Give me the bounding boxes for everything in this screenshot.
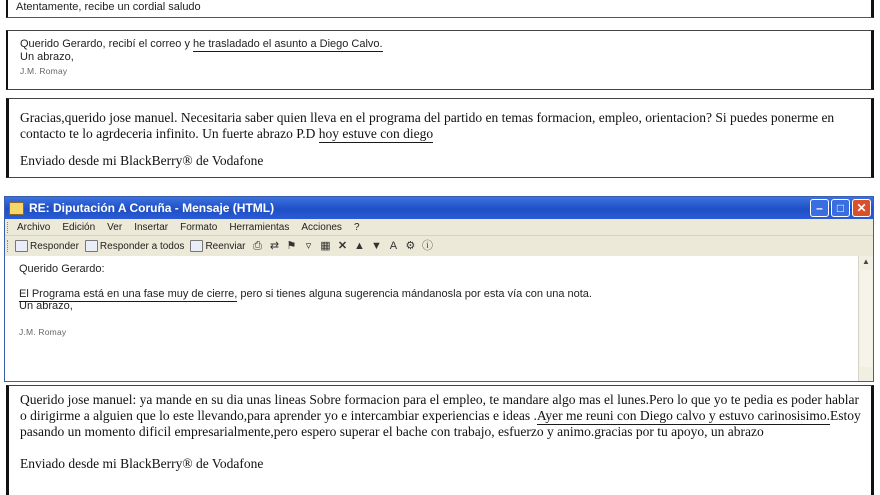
reply-greeting: Querido Gerardo, recibí el correo y — [20, 38, 194, 50]
reply-all-icon — [85, 240, 98, 252]
move-icon[interactable]: ⇄ — [269, 240, 280, 252]
message-text-1: Querido jose manuel: ya mande en su dia unas lineas Sobre formacion para el empleo, te mandare algo mas el lunes.Pero lo que yo te pedia es poder hablar o dirigirme a alguien que lo este llevando,para aprender yo e intercambiar experiencias e ideas . — [20, 392, 859, 423]
message-footer: Enviado desde mi BlackBerry® de Vodafone — [20, 456, 264, 471]
reply-line-1 — [20, 38, 859, 50]
menu-insertar[interactable]: Insertar — [134, 221, 169, 233]
message-text-2: Estoy pasando un momento dificil empresarialmente,pero espero superar el bache con trabajo, esfuerzo y animo.gracias por tu apoyo, un abrazo — [20, 408, 861, 439]
help-icon[interactable]: ⓘ — [421, 240, 433, 252]
message-body — [5, 256, 873, 381]
forward-icon — [190, 240, 203, 252]
grip-icon — [7, 240, 11, 252]
window-titlebar[interactable] — [5, 197, 873, 219]
forward-button[interactable] — [190, 240, 245, 252]
body-line — [19, 288, 859, 300]
reply-label: Responder — [30, 240, 79, 252]
categorize-icon[interactable]: ▦ — [320, 240, 331, 252]
closing-text: Atentamente, recibe un cordial saludo — [16, 1, 201, 13]
window-title: RE: Diputación A Coruña - Mensaje (HTML) — [29, 201, 275, 215]
reply-underlined-text: he trasladado el asunto a Diego Calvo. — [193, 38, 383, 50]
menu-formato[interactable]: Formato — [180, 221, 218, 233]
menu-archivo[interactable]: Archivo — [17, 221, 51, 233]
vertical-scrollbar[interactable] — [858, 256, 873, 381]
body-rest-text: pero si tienes alguna sugerencia mándanosla por esta vía con una nota. — [237, 288, 592, 300]
email-reply-romay-1 — [6, 30, 874, 90]
next-icon[interactable]: ▼ — [371, 240, 382, 252]
menu-bar — [5, 219, 873, 236]
menu-help[interactable]: ? — [353, 221, 360, 233]
email-blackberry-gerardo-1 — [6, 98, 874, 178]
maximize-button[interactable]: □ — [831, 199, 850, 217]
flag-icon[interactable]: ⚑ — [286, 240, 297, 252]
print-icon[interactable]: ⎙ — [253, 240, 262, 252]
body-signature: J.M. Romay — [19, 327, 67, 337]
body-closing: Un abrazo, — [19, 300, 73, 312]
reply-line-2: Un abrazo, — [20, 51, 74, 63]
delete-icon[interactable]: ✕ — [337, 240, 348, 252]
menu-edicion[interactable]: Edición — [62, 221, 96, 233]
envelope-icon — [9, 202, 24, 215]
grip-icon — [7, 222, 11, 233]
toolbar — [5, 236, 873, 257]
options-icon[interactable]: ⚙ — [405, 240, 416, 252]
outlook-message-window — [4, 196, 874, 382]
scroll-thumb[interactable] — [860, 270, 872, 367]
body-underlined-text: El Programa está en una fase muy de cierre, — [19, 288, 238, 300]
message-underlined-text: Ayer me reuni con Diego calvo y estuvo carinosisimo. — [536, 408, 830, 423]
menu-ver[interactable]: Ver — [107, 221, 123, 233]
message-underlined-text: hoy estuve con diego — [318, 126, 434, 141]
reply-signature: J.M. Romay — [20, 66, 68, 76]
body-greeting: Querido Gerardo: — [19, 263, 105, 275]
previous-icon[interactable]: ▲ — [354, 240, 365, 252]
font-size-icon[interactable]: A — [389, 240, 398, 252]
menu-acciones[interactable]: Acciones — [301, 221, 342, 233]
reply-all-button[interactable] — [85, 240, 185, 252]
email-blackberry-gerardo-2 — [6, 385, 874, 495]
message-text: Gracias,querido jose manuel. Necesitaria saber quien lleva en el programa del partido en temas formacion, empleo, orientacion? Si puedes ponerme en contacto te lo agrdeceria infinito. Un fuerte abrazo P.D — [20, 110, 835, 141]
scroll-up-icon[interactable]: ▲ — [862, 257, 870, 266]
forward-label: Reenviar — [205, 240, 246, 252]
filter-icon[interactable]: ▿ — [305, 240, 312, 252]
message-footer: Enviado desde mi BlackBerry® de Vodafone — [20, 153, 264, 168]
close-button[interactable]: ✕ — [852, 199, 871, 217]
reply-button[interactable] — [15, 240, 79, 252]
menu-herramientas[interactable]: Herramientas — [229, 221, 290, 233]
reply-icon — [15, 240, 28, 252]
minimize-button[interactable]: – — [810, 199, 829, 217]
email-snippet-closing — [6, 0, 874, 18]
reply-all-label: Responder a todos — [99, 240, 185, 252]
